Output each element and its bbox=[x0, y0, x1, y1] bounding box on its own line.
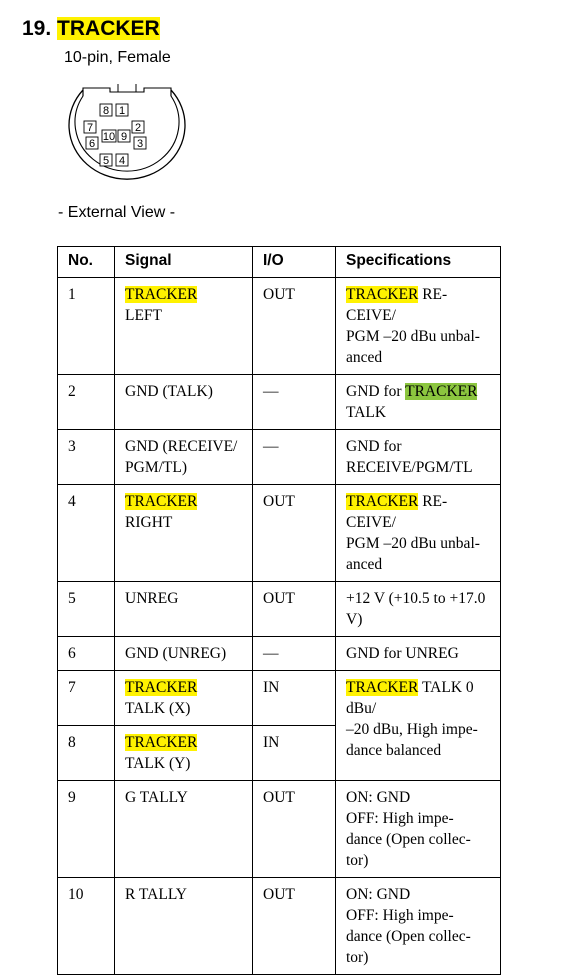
spec-highlight: TRACKER bbox=[346, 286, 419, 303]
pin-number: 3 bbox=[58, 430, 115, 485]
pin-io: OUT bbox=[253, 878, 336, 975]
pin-spec: GND for RECEIVE/PGM/TL bbox=[336, 430, 501, 485]
col-header-no: No. bbox=[58, 247, 115, 278]
pin-io: OUT bbox=[253, 582, 336, 637]
pin-spec bbox=[336, 375, 501, 430]
pin-label: 8 bbox=[102, 105, 110, 117]
pin-io: — bbox=[253, 430, 336, 485]
connector-diagram bbox=[62, 84, 192, 196]
table-row bbox=[58, 878, 501, 975]
pin-spec: GND for UNREG bbox=[336, 637, 501, 671]
pin-io: IN bbox=[253, 726, 336, 781]
section-heading bbox=[22, 16, 160, 42]
spec-text: GND for bbox=[346, 383, 406, 400]
spec-highlight: TRACKER bbox=[346, 679, 419, 696]
pin-spec: +12 V (+10.5 to +17.0 V) bbox=[336, 582, 501, 637]
pin-signal bbox=[115, 671, 253, 726]
pin-label: 3 bbox=[136, 138, 144, 150]
pin-signal: GND (RECEIVE/ PGM/TL) bbox=[115, 430, 253, 485]
pin-label: 2 bbox=[134, 122, 142, 134]
signal-text: TALK (Y) bbox=[125, 755, 191, 772]
pin-number: 1 bbox=[58, 278, 115, 375]
signal-text: RIGHT bbox=[125, 514, 173, 531]
pin-signal bbox=[115, 278, 253, 375]
pin-number: 5 bbox=[58, 582, 115, 637]
pin-label: 4 bbox=[118, 155, 126, 167]
signal-highlight: TRACKER bbox=[125, 679, 198, 696]
pin-layout bbox=[84, 104, 146, 167]
table-row bbox=[58, 485, 501, 582]
signal-text: LEFT bbox=[125, 307, 163, 324]
col-header-io: I/O bbox=[253, 247, 336, 278]
pin-spec: ON: GND OFF: High impe- dance (Open collec- tor) bbox=[336, 878, 501, 975]
table-row bbox=[58, 430, 501, 485]
spec-text: RE- CEIVE/ PGM –20 dBu unbal- anced bbox=[346, 286, 480, 366]
spec-text: RE- CEIVE/ PGM –20 dBu unbal- anced bbox=[346, 493, 480, 573]
pin-signal bbox=[115, 485, 253, 582]
pin-signal bbox=[115, 726, 253, 781]
table-row bbox=[58, 637, 501, 671]
pin-label: 6 bbox=[88, 138, 96, 150]
pin-spec bbox=[336, 671, 501, 781]
pin-spec bbox=[336, 278, 501, 375]
pin-io: OUT bbox=[253, 278, 336, 375]
pin-number: 8 bbox=[58, 726, 115, 781]
pin-io: — bbox=[253, 375, 336, 430]
pin-label: 9 bbox=[120, 131, 128, 143]
pin-number: 2 bbox=[58, 375, 115, 430]
table-row bbox=[58, 582, 501, 637]
pin-number: 4 bbox=[58, 485, 115, 582]
pin-signal: UNREG bbox=[115, 582, 253, 637]
spec-highlight: TRACKER bbox=[346, 493, 419, 510]
pin-number: 7 bbox=[58, 671, 115, 726]
col-header-specifications: Specifications bbox=[336, 247, 501, 278]
pin-spec: ON: GND OFF: High impe- dance (Open collec- tor) bbox=[336, 781, 501, 878]
pin-label: 5 bbox=[102, 155, 110, 167]
pin-io: OUT bbox=[253, 781, 336, 878]
section-title: TRACKER bbox=[57, 17, 160, 40]
connector-type: 10-pin, Female bbox=[64, 49, 171, 66]
col-header-signal: Signal bbox=[115, 247, 253, 278]
pin-label: 10 bbox=[102, 131, 116, 143]
pin-number: 9 bbox=[58, 781, 115, 878]
table-row bbox=[58, 671, 501, 726]
pin-signal: R TALLY bbox=[115, 878, 253, 975]
table-row bbox=[58, 278, 501, 375]
section-number: 19. bbox=[22, 17, 52, 40]
table-row bbox=[58, 781, 501, 878]
pin-label: 7 bbox=[86, 122, 94, 134]
spec-text: TALK bbox=[346, 404, 387, 421]
signal-highlight: TRACKER bbox=[125, 493, 198, 510]
external-view-label: - External View - bbox=[58, 204, 176, 221]
pin-label: 1 bbox=[118, 105, 126, 117]
signal-highlight: TRACKER bbox=[125, 734, 198, 751]
pin-signal: G TALLY bbox=[115, 781, 253, 878]
pin-number: 10 bbox=[58, 878, 115, 975]
spec-text: TALK 0 dBu/ –20 dBu, High impe- dance balanced bbox=[346, 679, 478, 759]
table-row bbox=[58, 375, 501, 430]
spec-highlight: TRACKER bbox=[405, 383, 478, 400]
signal-highlight: TRACKER bbox=[125, 286, 198, 303]
pin-spec bbox=[336, 485, 501, 582]
pin-io: — bbox=[253, 637, 336, 671]
pin-number: 6 bbox=[58, 637, 115, 671]
pin-io: OUT bbox=[253, 485, 336, 582]
pin-io: IN bbox=[253, 671, 336, 726]
pin-spec-table bbox=[57, 246, 501, 975]
pin-signal: GND (UNREG) bbox=[115, 637, 253, 671]
table-header-row bbox=[58, 247, 501, 278]
signal-text: TALK (X) bbox=[125, 700, 191, 717]
pin-signal: GND (TALK) bbox=[115, 375, 253, 430]
